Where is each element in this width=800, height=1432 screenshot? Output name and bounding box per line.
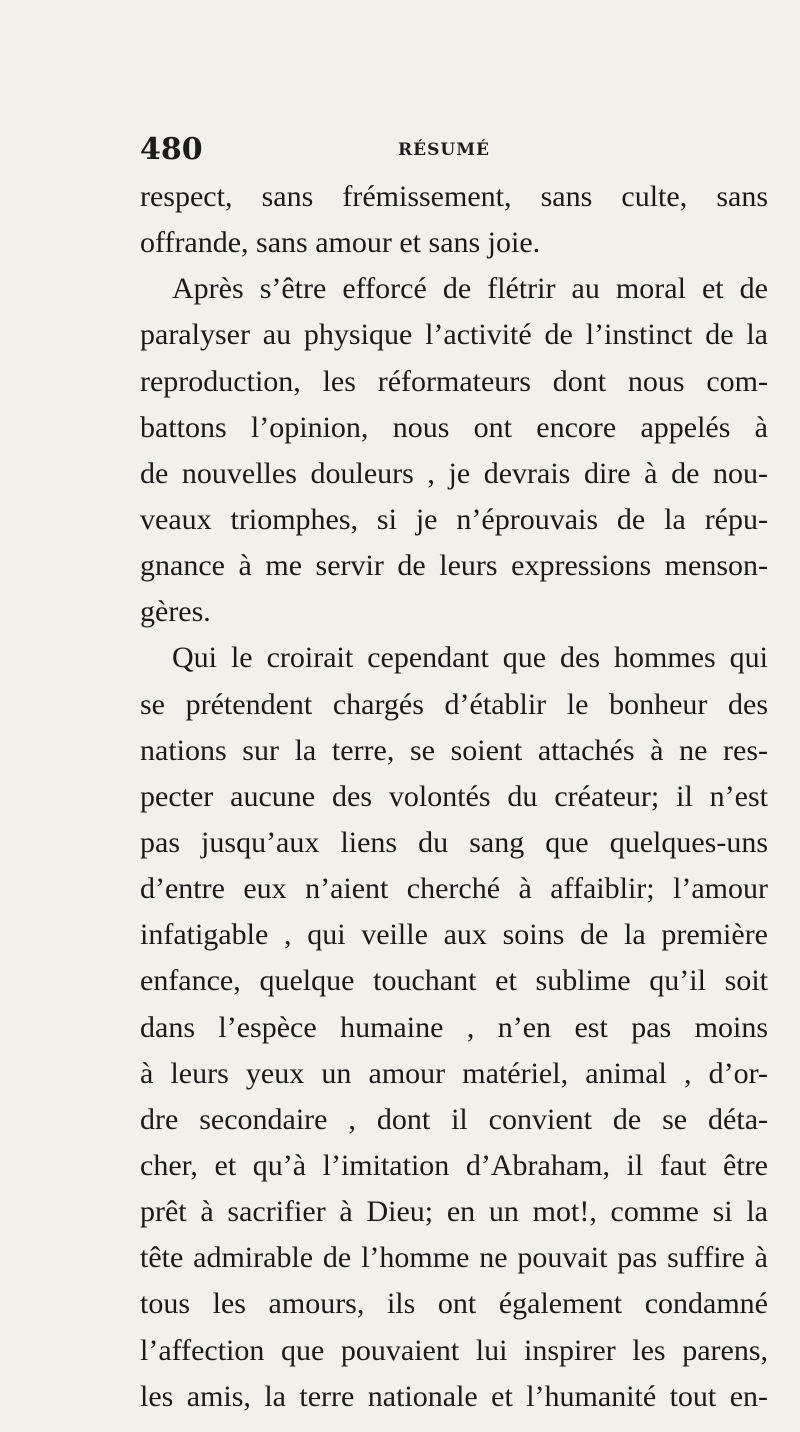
text-line: veaux triomphes, si je n’éprouvais de la répu- [140, 502, 768, 536]
text-line: se prétendent chargés d’établir le bonheur des [140, 687, 768, 721]
text-line: enfance, quelque touchant et sublime qu’il soit [140, 964, 768, 998]
text-line: d’entre eux n’aient cherché à affaiblir; l’amour [140, 872, 768, 906]
text-line: gères. [140, 595, 211, 629]
text-line: dans l’espèce humaine , n’en est pas moins [140, 1010, 768, 1044]
text-line: à leurs yeux un amour matériel, animal , d’or- [140, 1056, 768, 1090]
running-title: RÉSUMÉ [398, 140, 490, 160]
text-line: reproduction, les réformateurs dont nous com- [140, 364, 768, 398]
text-line: pas jusqu’aux liens du sang que quelques-uns [140, 825, 768, 859]
text-line: tous les amours, ils ont également condamné [140, 1287, 768, 1321]
text-line: pecter aucune des volontés du créateur; il n’est [140, 779, 768, 813]
text-line: tête admirable de l’homme ne pouvait pas suffire à [140, 1241, 768, 1275]
text-line: paralyser au physique l’activité de l’instinct de la [140, 318, 768, 352]
text-line: cher, et qu’à l’imitation d’Abraham, il faut être [140, 1148, 768, 1182]
body-text [140, 174, 768, 1420]
text-line: respect, sans frémissement, sans culte, sans [140, 180, 768, 213]
text-line: de nouvelles douleurs , je devrais dire à de nou- [140, 456, 768, 490]
text-line: infatigable , qui veille aux soins de la première [140, 918, 768, 952]
text-line: nations sur la terre, se soient attachés à ne res- [140, 733, 768, 767]
text-line: battons l’opinion, nous ont encore appelés à [140, 410, 768, 444]
text-line: Qui le croirait cependant que des hommes qui [172, 641, 768, 675]
text-line: les amis, la terre nationale et l’humanité tout en- [140, 1379, 768, 1413]
page-number: 480 [140, 132, 203, 167]
text-line: gnance à me servir de leurs expressions menson- [140, 549, 768, 583]
text-line: Après s’être efforcé de flétrir au moral et de [172, 272, 768, 306]
text-line: prêt à sacrifier à Dieu; en un mot!, comme si la [140, 1195, 768, 1229]
text-line: offrande, sans amour et sans joie. [140, 226, 541, 260]
text-line: l’affection que pouvaient lui inspirer les parens, [140, 1333, 768, 1367]
text-line: dre secondaire , dont il convient de se déta- [140, 1102, 768, 1136]
running-head [140, 132, 760, 172]
